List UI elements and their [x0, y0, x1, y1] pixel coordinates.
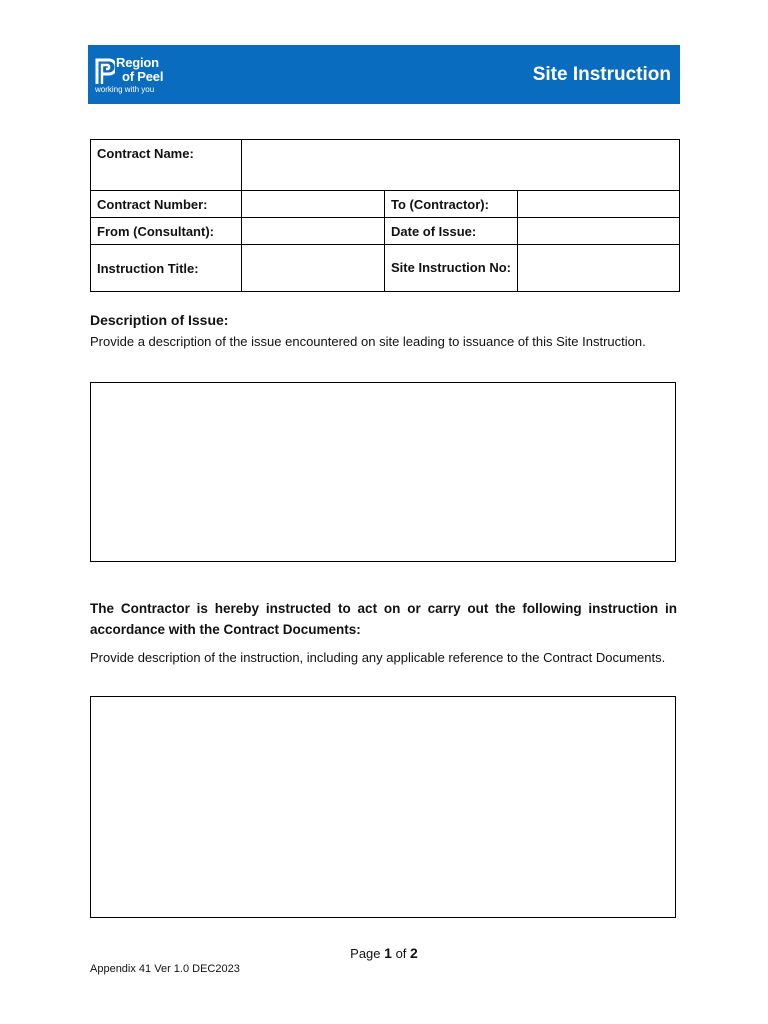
header-bar	[88, 45, 680, 104]
site-instruction-no-label: Site Instruction No:	[385, 245, 518, 292]
instruction-text-area[interactable]	[90, 696, 676, 918]
table-row	[91, 140, 680, 191]
description-text-area[interactable]	[90, 382, 676, 562]
table-row	[91, 245, 680, 292]
region-of-peel-logo	[95, 54, 185, 96]
table-row	[91, 191, 680, 218]
table-row	[91, 218, 680, 245]
date-of-issue-label: Date of Issue:	[385, 218, 518, 245]
contract-number-field[interactable]	[242, 191, 385, 218]
date-of-issue-field[interactable]	[518, 218, 680, 245]
footer-version-note: Appendix 41 Ver 1.0 DEC2023	[90, 963, 240, 975]
instruction-help-text: Provide description of the instruction, including any applicable reference to the Contract Documents.	[90, 650, 666, 665]
contract-number-label: Contract Number:	[91, 191, 242, 218]
description-heading: Description of Issue:	[90, 312, 229, 328]
site-instruction-no-field[interactable]	[518, 245, 680, 292]
page-of: of	[395, 946, 407, 961]
contract-name-label: Contract Name:	[91, 140, 242, 191]
instruction-title-label: Instruction Title:	[91, 245, 242, 292]
contract-name-field[interactable]	[242, 140, 680, 191]
to-contractor-field[interactable]	[518, 191, 680, 218]
logo-text-region: Region	[116, 55, 159, 70]
instruction-statement: The Contractor is hereby instructed to act on or carry out the following instruction in accordance with the Contract Documents:	[90, 601, 677, 637]
logo-tagline: working with you	[95, 85, 155, 94]
from-consultant-label: From (Consultant):	[91, 218, 242, 245]
page-total: 2	[410, 945, 418, 961]
from-consultant-field[interactable]	[242, 218, 385, 245]
peel-logo-icon	[95, 57, 115, 85]
description-help-text: Provide a description of the issue encountered on site leading to issuance of this Site Instruction.	[90, 334, 646, 349]
contract-info-table	[90, 139, 680, 292]
to-contractor-label: To (Contractor):	[385, 191, 518, 218]
logo-text-of-peel: of Peel	[122, 69, 164, 84]
page-number	[0, 944, 768, 963]
page-current: 1	[384, 945, 392, 961]
document-title: Site Instruction	[532, 64, 671, 85]
page-prefix: Page	[350, 946, 381, 961]
instruction-title-field[interactable]	[242, 245, 385, 292]
